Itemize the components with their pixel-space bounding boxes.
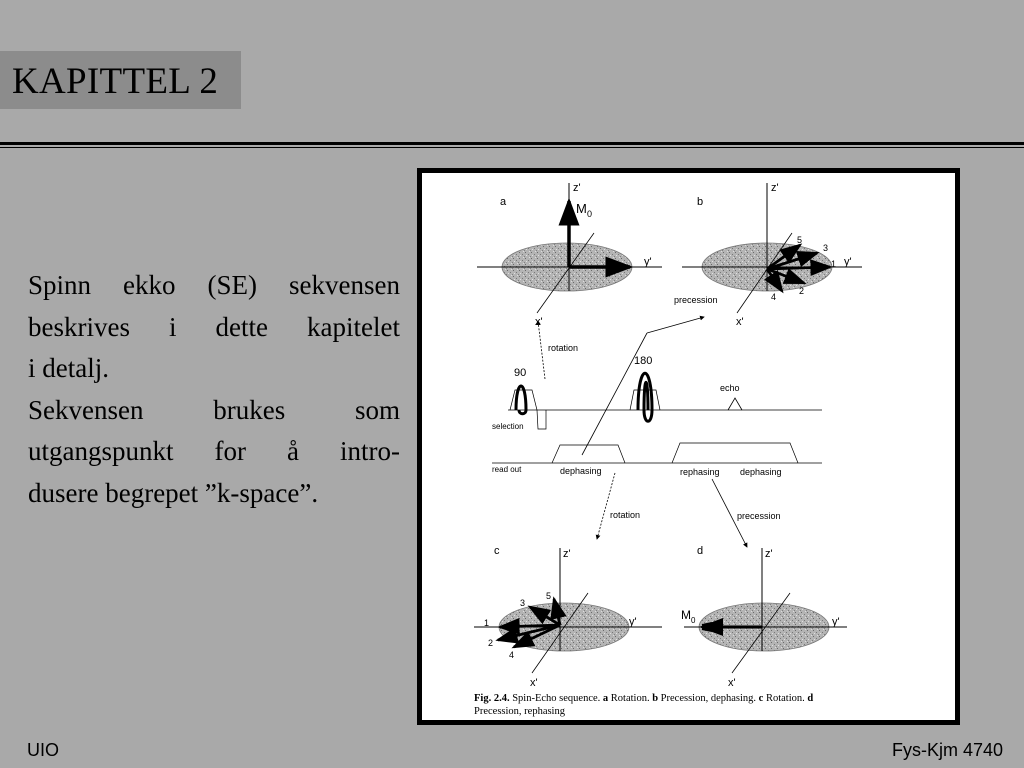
panel-a xyxy=(477,182,662,328)
x-axis-label: x' xyxy=(736,316,744,328)
panel-label-d: d xyxy=(697,545,704,557)
rotation-arrow-bottom xyxy=(597,473,615,539)
spin-number: 3 xyxy=(520,598,526,608)
spin-number: 1 xyxy=(484,618,490,628)
title-divider xyxy=(0,142,1024,145)
spin-vector-1 xyxy=(767,267,830,269)
dephasing-label: dephasing xyxy=(740,467,782,477)
precession-arrow-top xyxy=(647,317,704,333)
spin-echo-figure xyxy=(421,172,956,721)
m0-label: M xyxy=(576,201,587,216)
y-axis-label: y' xyxy=(844,256,852,268)
precession-label: precession xyxy=(737,511,781,521)
slide-title: KAPITTEL 2 xyxy=(12,61,219,102)
caption-letter: d xyxy=(807,693,814,704)
body-line: utgangspunkt for å intro- xyxy=(28,436,400,466)
footer-left: UIO xyxy=(27,740,60,760)
panel-label-b: b xyxy=(697,196,704,208)
spin-number: 3 xyxy=(823,243,829,253)
x-axis-label: x' xyxy=(535,316,543,328)
spin-number: 4 xyxy=(509,650,515,660)
body-line: i detalj. xyxy=(28,353,109,383)
body-line: Spinn ekko (SE) sekvensen xyxy=(28,270,400,300)
rf-pulse-180 xyxy=(638,373,652,421)
spin-number: 4 xyxy=(771,292,777,302)
footer-right: Fys-Kjm 4740 xyxy=(891,740,1003,760)
selection-refocus-lobe xyxy=(537,410,546,429)
figure-frame xyxy=(417,168,960,725)
title-box xyxy=(0,51,241,109)
readout-dephasing-lobe xyxy=(552,445,625,463)
z-axis-label: z' xyxy=(573,182,581,194)
z-axis-label: z' xyxy=(563,548,571,560)
pulse-180-label: 180 xyxy=(634,355,653,367)
caption-letter: b xyxy=(652,693,659,704)
spin-echo-diagram xyxy=(422,173,955,720)
pulse-sequence xyxy=(492,355,822,477)
m0-subscript: 0 xyxy=(691,616,696,625)
panel-label-c: c xyxy=(494,545,500,557)
caption-text: Rotation. xyxy=(608,693,653,704)
spin-number: 5 xyxy=(797,235,803,245)
body-line: dusere begrepet ”k-space”. xyxy=(28,477,319,508)
dephasing-label: dephasing xyxy=(560,466,602,476)
panel-b xyxy=(682,182,862,328)
x-axis-label: x' xyxy=(728,677,736,689)
rotation-arrow-top xyxy=(538,321,545,379)
body-line: beskrives i dette kapitelet xyxy=(28,311,400,342)
spin-number: 2 xyxy=(488,638,494,648)
x-axis-label: x' xyxy=(530,677,538,689)
z-axis-label: z' xyxy=(765,548,773,560)
pulse-90-label: 90 xyxy=(514,367,527,379)
body-text xyxy=(28,265,400,514)
spin-number: 2 xyxy=(799,286,805,296)
rotation-label: rotation xyxy=(548,343,579,353)
readout-gradient-lobe xyxy=(672,443,798,463)
echo-signal xyxy=(728,398,742,410)
readout-label: read out xyxy=(492,465,522,474)
y-axis-label: y' xyxy=(832,616,840,628)
m0-subscript: 0 xyxy=(587,209,593,219)
caption-fig-number: Fig. 2.4. xyxy=(474,693,510,704)
caption-text: Spin-Echo sequence. xyxy=(509,693,603,704)
spin-number: 1 xyxy=(831,259,837,269)
rotation-label: rotation xyxy=(610,510,641,520)
spin-number: 5 xyxy=(546,591,552,601)
caption-line-2: Precession, rephasing xyxy=(474,706,565,717)
y-axis-label: y' xyxy=(644,256,652,268)
m0-label: M xyxy=(681,608,691,622)
panel-c xyxy=(474,545,662,689)
caption-letter: c xyxy=(758,693,764,704)
caption-text: Precession, dephasing. xyxy=(658,693,759,704)
rephasing-label: rephasing xyxy=(680,467,720,477)
selection-label: selection xyxy=(492,422,524,431)
title-divider-thin xyxy=(0,147,1024,148)
caption-line-1 xyxy=(474,693,813,704)
precession-label: precession xyxy=(674,295,718,305)
panel-d xyxy=(681,545,847,689)
caption-text: Rotation. xyxy=(763,693,808,704)
figure-caption xyxy=(474,693,813,717)
echo-label: echo xyxy=(720,383,740,393)
body-line: Sekvensen brukes som xyxy=(28,394,400,425)
y-axis-label: y' xyxy=(629,616,637,628)
caption-letter: a xyxy=(602,693,609,704)
panel-label-a: a xyxy=(500,196,507,208)
z-axis-label: z' xyxy=(771,182,779,194)
